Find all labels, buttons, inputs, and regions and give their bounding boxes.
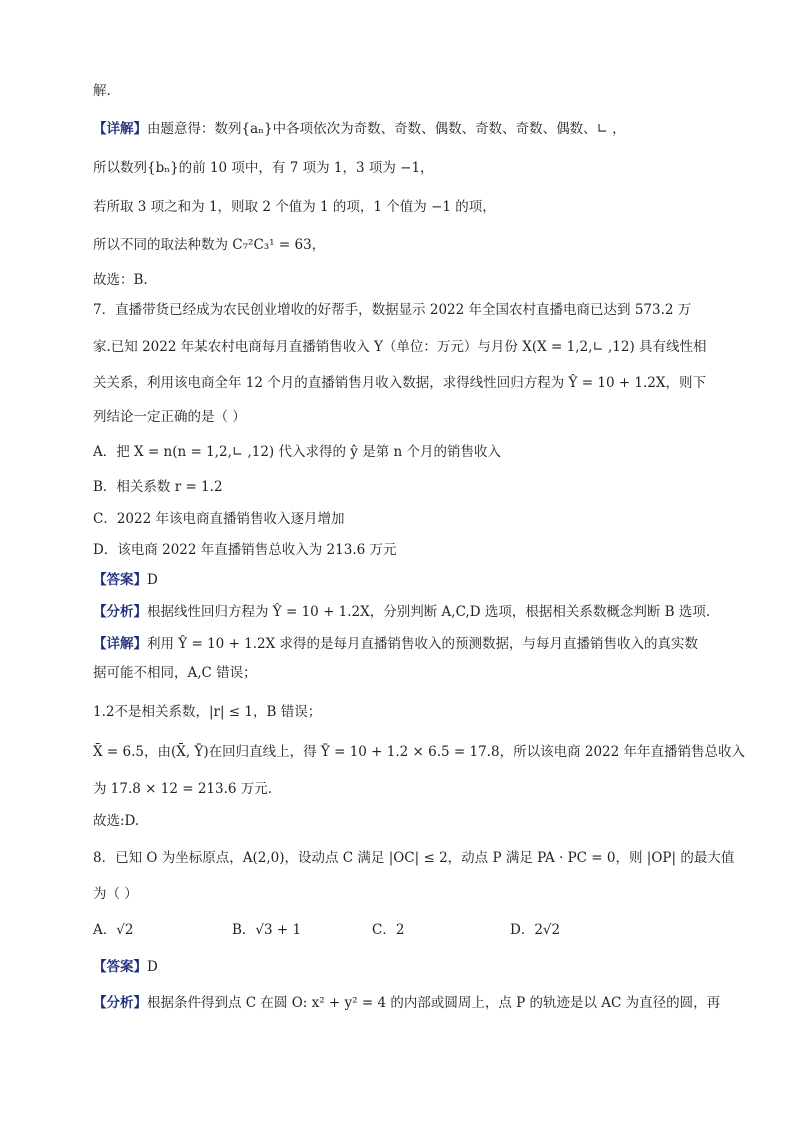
conclusion-7: 故选:D. [93,813,140,829]
analysis-8: 【分析】根据条件得到点 C 在圆 O: x² + y² = 4 的内部或圆周上，点 P 的轨迹是以 AC 为直径的圆，再 [93,995,721,1011]
analysis-tag: 【分析】 [93,604,147,620]
question-7-line-4: 列结论一定正确的是（ ） [93,409,246,425]
option-8a: A．√2 [93,922,134,938]
text-line-2: 【详解】由题意得：数列{aₙ}中各项依次为奇数、奇数、偶数、奇数、奇数、偶数、∟ ， [93,121,626,137]
option-7b: B．相关系数 r = 1.2 [93,479,223,495]
detail-7-line-4: X̄ = 6.5，由(X̄, Ȳ)在回归直线上，得 Ȳ = 10 + 1.2 × 6.5 = 17.8，所以该电商 2022 年年直播销售总收入 [93,744,746,760]
option-7a: A．把 X = n(n = 1,2,∟ ,12) 代入求得的 ŷ 是第 n 个月的销售收入 [93,444,501,460]
option-8d: D．2√2 [510,922,561,938]
question-8-line-1: 8．已知 O 为坐标原点，A(2,0)，设动点 C 满足 |OC| ≤ 2，动点 P 满足 PA · PC = 0，则 |OP| 的最大值 [93,850,735,866]
text-line-3: 所以数列{bₙ}的前 10 项中，有 7 项为 1，3 项为 −1， [93,160,434,176]
question-7-line-1: 7．直播带货已经成为农民创业增收的好帮手，数据显示 2022 年全国农村直播电商已达到 573.2 万 [93,302,692,318]
option-7d: D．该电商 2022 年直播销售总收入为 213.6 万元 [93,542,397,558]
question-7-line-3: 关关系，利用该电商全年 12 个月的直播销售月收入数据，求得线性回归方程为 Ŷ = 10 + 1.2X，则下 [93,375,707,391]
text-line-6: 故选：B. [93,272,148,288]
answer-7: 【答案】D [93,572,158,588]
detail-7-line-5: 为 17.8 × 12 = 213.6 万元. [93,781,273,797]
answer-tag: 【答案】 [93,572,147,588]
analysis-7: 【分析】根据线性回归方程为 Ŷ = 10 + 1.2X，分别判断 A,C,D 选项，根据相关系数概念判断 B 选项. [93,604,711,620]
question-7-line-2: 家.已知 2022 年某农村电商每月直播销售收入 Y（单位：万元）与月份 X(X = 1,2,∟ ,12) 具有线性相 [93,339,707,355]
detail-7-line-3: 1.2不是相关系数，|r| ≤ 1，B 错误； [93,704,322,720]
analysis-tag: 【分析】 [93,995,147,1011]
detail-tag: 【详解】 [93,636,147,652]
answer-8: 【答案】D [93,959,158,975]
option-7c: C．2022 年该电商直播销售收入逐月增加 [93,511,345,527]
text-line-4: 若所取 3 项之和为 1，则取 2 个值为 1 的项，1 个值为 −1 的项， [93,199,496,215]
text-line-1: 解. [93,83,111,99]
text-line-5: 所以不同的取法种数为 C₇²C₃¹ = 63， [93,237,326,253]
answer-tag: 【答案】 [93,959,147,975]
option-8c: C．2 [372,922,405,938]
option-8b: B．√3 + 1 [232,922,302,938]
detail-tag: 【详解】 [93,121,147,137]
detail-7-line-2: 据可能不相同，A,C 错误； [93,665,257,681]
question-8-line-2: 为（ ） [93,886,138,902]
detail-7-line-1: 【详解】利用 Ŷ = 10 + 1.2X 求得的是每月直播销售收入的预测数据，与每月直播销售收入的真实数 [93,636,699,652]
